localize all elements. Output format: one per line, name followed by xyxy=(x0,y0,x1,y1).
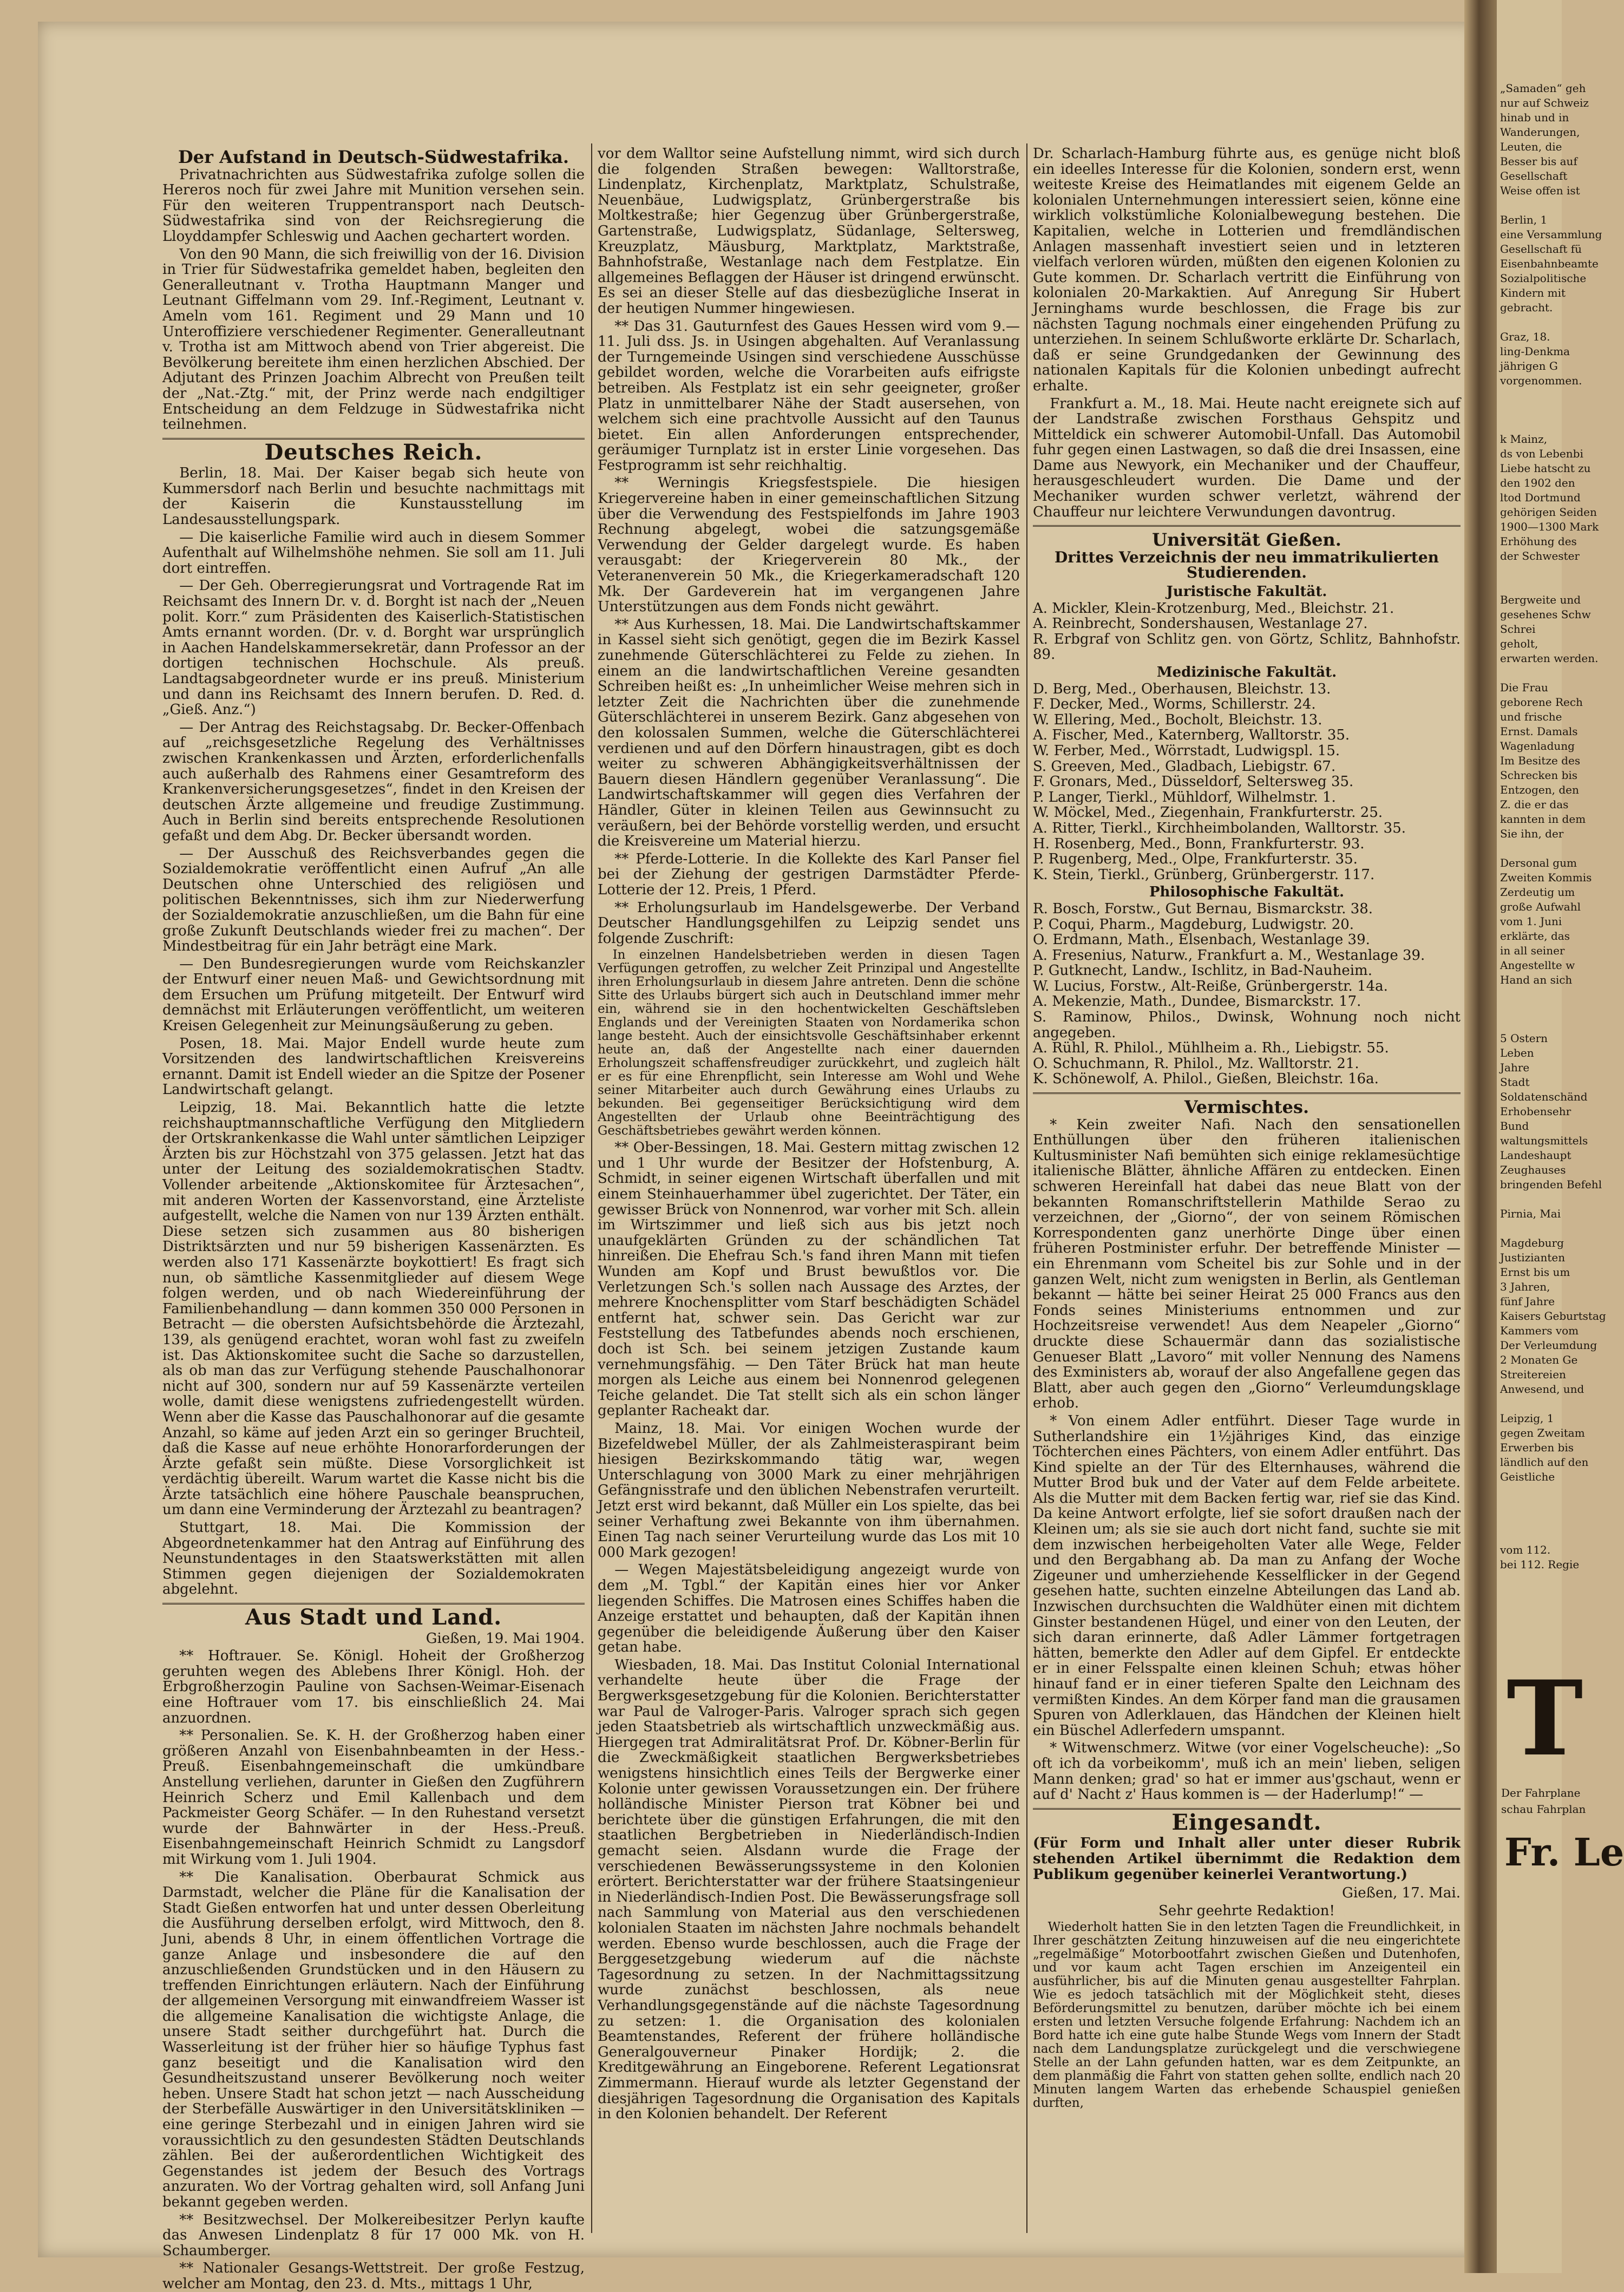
student-list-law xyxy=(1033,601,1461,663)
student-entry: A. Ritter, Tierkl., Kirchheimbolanden, Walltorstr. 35. xyxy=(1033,820,1406,836)
student-entry: K. Schönewolf, A. Philol., Gießen, Bleichstr. 16a. xyxy=(1033,1071,1379,1088)
paragraph: Stuttgart, 18. Mai. Die Kommission der Abgeordnetenkammer hat den Antrag auf Einführung des Neunstundentages in den Staatswerkstätten mit allen Stimmen gegen diejenigen der Sozialdemokraten abgelehnt. xyxy=(162,1520,585,1598)
adjacent-page-line: waltungsmittels xyxy=(1500,1134,1588,1147)
adjacent-page-line: Z. die er das xyxy=(1500,798,1569,811)
adjacent-page-line: Die Frau xyxy=(1500,681,1548,694)
student-list-medicine xyxy=(1033,682,1461,883)
paragraph: — Der Antrag des Reichstagsabg. Dr. Becker-Offenbach auf „reichsgesetzliche Regelung des Verhältnisses zwischen Krankenkassen und Ärzten, erforderlichenfalls auch außerhalb des Rahmens einer Gesamtreform des Krankenversicherungsgesetzes“, findet in den Kreisen der deutschen Ärzte allgemeine und freudige Zustimmung. Auch in Berlin sind bereits entsprechende Resolutionen gefaßt und dem Abg. Dr. Becker übersandt worden. xyxy=(162,719,585,844)
adjacent-page-line xyxy=(1500,1528,1560,1543)
adjacent-page-line: Geistliche xyxy=(1500,1470,1555,1483)
adjacent-page-line: Erwerben bis xyxy=(1500,1441,1574,1454)
paragraph: — Wegen Majestätsbeleidigung angezeigt wurde von dem „M. Tgbl.“ der Kapitän eines hier vor Anker liegenden Schiffes. Die Matrosen eines Schiffes haben die Anzeige erstattet und behaupten, daß der Kapitän ihnen gegenüber die beleidigende Äußerung über den Kaiser getan habe. xyxy=(598,1562,1020,1656)
adjacent-page-initial: T xyxy=(1507,1658,1583,1779)
adjacent-page-line: Sozialpolitische xyxy=(1500,272,1587,285)
paragraph: Leipzig, 18. Mai. Bekanntlich hatte die letzte reichshauptmannschaftliche Verfügung den Mitgliedern der Ortskrankenkasse die Wahl unter sämtlichen Leipziger Ärzten bis zur Höchstzahl von 375 gelassen. Jetzt hat das unter der Leitung des sozialdemokratischen Stadtv. Vollender arbeitende „Aktionskomitee für Ärztesachen“, mit anderen Worten der Kassenvorstand, eine Ärzteliste aufgestellt, welche die Namen von nur 139 Ärzten enthält. Diese setzen sich zusammen aus 80 bisherigen Distriktsärzten und nur 59 bisherigen Kassenärzten. Es werden also 171 Kassenärzte boykottiert! Es fragt sich nun, ob sämtliche Kassenmitglieder auf diesem Wege folgen werden, und ob nach Wiedereinführung der Familienbehandlung — dann kommen 350 000 Personen in Betracht — die obersten Aufsichtsbehörde die Ärztezahl, 139, als genügend erachtet, woran wohl fast zu zweifeln ist. Das Aktionskomitee sucht die Sache so darzustellen, als ob man das zur Verfügung stehende Pauschalhonorar nicht auf 300, sondern nur auf 59 Kassenärzte verteilen wolle, damit diese wenigstens zufriedengestellt würden. Wenn aber die Kasse das Pauschalhonorar auf die gesamte Anzahl, so käme auf jeden Arzt ein so geringer Bruchteil, daß die Kasse auf neue erhöhte Honorarforderungen der Ärzte gefaßt sein müßte. Diese Vorsorglichkeit ist verdächtig übereilt. Warum wartet die Kasse nicht bis die Ärzte tatsächlich eine höhere Pauschale beanspruchen, um dann eine Verminderung der Ärztezahl zu beantragen? xyxy=(162,1099,585,1518)
student-entry: P. Gutknecht, Landw., Ischlitz, in Bad-Nauheim. xyxy=(1033,962,1372,979)
subheading-verzeichnis: Drittes Verzeichnis der neu immatrikulierten Studierenden. xyxy=(1054,548,1439,582)
adjacent-page-line: 5 Ostern xyxy=(1500,1032,1548,1045)
divider xyxy=(1033,525,1461,527)
adjacent-page-line xyxy=(1500,417,1560,432)
editorial-notice: (Für Form und Inhalt aller unter dieser Rubrik stehenden Artikel übernimmt die Redaktion dem Publikum gegenüber keinerlei Verantwortung.) xyxy=(1033,1835,1461,1883)
student-entry: H. Rosenberg, Med., Bonn, Frankfurterstr. 93. xyxy=(1033,835,1365,852)
adjacent-page-line: Entzogen, den xyxy=(1500,783,1579,796)
adjacent-page-line: Angestellte w xyxy=(1500,959,1575,972)
adjacent-page-line xyxy=(1500,987,1560,1002)
student-entry: F. Decker, Med., Worms, Schillerstr. 24. xyxy=(1033,696,1316,713)
adjacent-page-line: Wanderungen, xyxy=(1500,126,1580,139)
section-heading-stadt-und-land: Aus Stadt und Land. xyxy=(245,1605,502,1630)
adjacent-page-line: fünf Jahre xyxy=(1500,1295,1555,1308)
paragraph: ** Werningis Kriegsfestspiele. Die hiesigen Kriegervereine haben in einer gemeinschaftlichen Sitzung über die Verwendung des Festspielfonds im Jahre 1903 Rechnung abgelegt, wobei die satzungsgemäße Verwendung der Gelder dargelegt wurde. Es haben verausgabt: der Kriegerverein 80 Mk., der Veteranenverein 50 Mk., die Kriegerkameradschaft 120 Mk. Der Gardeverein hat im vergangenen Jahre Unterstützungen aus dem Fonds nicht gewährt. xyxy=(598,475,1020,615)
student-entry: R. Bosch, Forstw., Gut Bernau, Bismarckstr. 38. xyxy=(1033,900,1373,917)
paragraph: — Der Ausschuß des Reichsverbandes gegen die Sozialdemokratie veröffentlicht einen Aufruf „An alle Deutschen ohne Unterschied des religiösen und politischen Bekenntnisses, sich ihm zur Niederwerfung der Sozialdemokratie anzuschließen, um die Bahn für eine große Zukunft Deutschlands wieder frei zu machen“. Der Mindestbeitrag für ein Jahr beträgt eine Mark. xyxy=(162,845,585,955)
section-heading-vermischtes: Vermischtes. xyxy=(1184,1097,1309,1118)
adjacent-page-line: nur auf Schweiz xyxy=(1500,96,1589,109)
adjacent-page-line: Stadt xyxy=(1500,1076,1530,1089)
adjacent-page-line: jährigen G xyxy=(1500,359,1558,372)
adjacent-page-line: Dersonal gum xyxy=(1500,856,1577,869)
paragraph: Dr. Scharlach-Hamburg führte aus, es genüge nicht bloß ein ideelles Interesse für die Kolonien, sondern erst, wenn weiteste Kreise des Heimatlandes mit eigenem Gelde an kolonialen Unternehmungen interessiert seien, könne eine wirklich volkstümliche Kolonialbewegung bestehen. Die Kapitalien, welche in Lotterien und fremdländischen Anlagen massenhaft investiert seien und in letzteren vielfach verloren würden, müßten den eigenen Kolonien zu Gute kommen. Dr. Scharlach vertritt die Einführung von kolonialen 20-Markaktien. Auf Anregung Sir Hubert Jerninghams wurde beschlossen, die Frage bis zur nächsten Tagung nochmals einer eingehenden Prüfung zu unterziehen. In seinem Schlußworte erklärte Dr. Scharlach, daß er seine Grundgedanken der Gewinnung des nationalen Kapitals für die Kolonien unbedingt aufrecht erhalte. xyxy=(1033,146,1461,394)
adjacent-page-line xyxy=(1500,564,1560,578)
adjacent-page-line xyxy=(1500,1514,1560,1528)
section-heading-eingesandt: Eingesandt. xyxy=(1171,1809,1322,1835)
faculty-heading-law: Juristische Fakultät. xyxy=(1166,584,1327,600)
adjacent-page-line: gegen Zweitam xyxy=(1500,1426,1585,1439)
adjacent-page-line: 2 Monaten Ge xyxy=(1500,1353,1578,1366)
adjacent-page-line: Liebe hatscht zu xyxy=(1500,462,1591,475)
paragraph: ** Personalien. Se. K. H. der Großherzog haben einer größeren Anzahl von Eisenbahnbeamten in der Hess.-Preuß. Eisenbahngemeinschaft die umkündbare Anstellung verliehen, darunter in Gießen den Zugführern Heinrich Scherz und Emil Kallenbach und dem Packmeister Georg Schäfer. — In den Ruhestand versetzt wurde der Bahnwärter in der Hess.-Preuß. Eisenbahngemeinschaft Heinrich Schmidt zu Langsdorf mit Wirkung vom 1. Juli 1904. xyxy=(162,1727,585,1868)
paragraph: — Den Bundesregierungen wurde vom Reichskanzler der Entwurf einer neuen Maß- und Gewichtsordnung mit dem Ersuchen um Prüfung mitgeteilt. Der Entwurf wird demnächst mit Erläuterungen veröffentlicht, um weiteren Kreisen Gelegenheit zur Meinungsäußerung zu geben. xyxy=(162,955,585,1034)
student-entry: A. Reinbrecht, Sondershausen, Westanlage 27. xyxy=(1033,615,1368,632)
student-entry: P. Coqui, Pharm., Magdeburg, Ludwigstr. 20. xyxy=(1033,916,1354,933)
adjacent-page-line: geholt, xyxy=(1500,637,1538,650)
adjacent-page-line: Zerdeutig um xyxy=(1500,886,1575,899)
dateline: Gießen, 17. Mai. xyxy=(1342,1885,1461,1902)
adjacent-page-line: Zeughauses xyxy=(1500,1163,1566,1176)
adjacent-page-line: k Mainz, xyxy=(1500,433,1548,446)
adjacent-page-line: Kindern mit xyxy=(1500,286,1566,299)
adjacent-page-line: Landeshaupt xyxy=(1500,1149,1571,1162)
student-entry: A. Mickler, Klein-Krotzenburg, Med., Bleichstr. 21. xyxy=(1033,600,1394,617)
adjacent-page-line: Besser bis auf xyxy=(1500,155,1577,168)
adjacent-page-line: Leuten, die xyxy=(1500,140,1562,153)
adjacent-page-line: kannten in dem xyxy=(1500,813,1586,826)
adjacent-page-line: der Schwester xyxy=(1500,549,1580,562)
adjacent-page-line xyxy=(1500,841,1560,856)
adjacent-page-line: hinab und in xyxy=(1500,111,1569,124)
student-entry: A. Rühl, R. Philol., Mühlheim a. Rh., Liebigstr. 55. xyxy=(1033,1040,1389,1057)
column-1 xyxy=(162,146,585,2292)
adjacent-page-line: Kammers vom xyxy=(1500,1324,1579,1337)
adjacent-page-line: Leben xyxy=(1500,1046,1534,1059)
adjacent-page-line: Gesellschaft fü xyxy=(1500,243,1582,256)
adjacent-page-line: ds von Lebenbi xyxy=(1500,447,1583,460)
adjacent-page-line: Pirnia, Mai xyxy=(1500,1207,1561,1220)
divider xyxy=(1033,1092,1461,1094)
paragraph: ** Pferde-Lotterie. In die Kollekte des Karl Panser fiel bei der Ziehung der gestrigen Darmstädter Pferde-Lotterie der 12. Preis, 1 Pferd. xyxy=(598,850,1020,898)
paragraph: In einzelnen Handelsbetrieben werden in diesen Tagen Verfügungen getroffen, zu welcher Zeit Prinzipal und Angestellte ihren Erholungsurlaub in diesem Jahre antreten. Denn die schöne Sitte des Urlaubs bürgert sich auch in Deutschland immer mehr ein, während sie in den hochentwickelten Geschäftsleben Englands und der Vereinigten Staaten von Nordamerika schon lange besteht. Auch der einsichtsvolle Geschäftsinhaber erkennt heute an, daß der Angestellte nach einer dauernden Erholungszeit schaffensfreudiger zurückkehrt, und zugleich hält er es für eine Ehrenpflicht, sein Interesse am Wohl und Wehe seiner Mitarbeiter auch durch Gewährung eines Urlaubs zu bekunden. Bei gegenseitiger Berücksichtigung wird dem Angestellten der Urlaub ohne Beeinträchtigung des Geschäftsbetriebes gewährt werden können. xyxy=(598,948,1020,1138)
adjacent-page-line: Zweiten Kommis xyxy=(1500,871,1592,884)
adjacent-page-line: gehörigen Seiden xyxy=(1500,506,1597,519)
paragraph: * Von einem Adler entführt. Dieser Tage wurde in Sutherlandshire ein 1½jähriges Kind, das einzige Töchterchen eines Pächters, von einem Adler entführt. Das Kind spielte an der Tür des Elternhauses, während die Mutter Brod buk und der Vater auf dem Felde arbeitete. Als die Mutter mit dem Backen fertig war, rief sie das Kind. Da keine Antwort erfolgte, lief sie sofort draußen nach der Kleinen um; als sie sie auch dort nicht fand, suchte sie mit dem inzwischen herbeigeholten Vater alle Wege, Felder und den Bergabhang ab. Da man zu Anfang der Woche Zigeuner und umherziehende Kesselflicker in der Gegend gesehen hatte, suchten einzelne Abteilungen das Land ab. Inzwischen durchsuchten die Waldhüter einen mit dichtem Ginster bestandenen Hügel, und einer von den Leuten, der sich daran erinnerte, daß Adler Lämmer fortgetragen hätten, bemerkte den Adler auf dem Gipfel. Er entdeckte er in einer Felsspalte einen kleinen Schuh; etwas höher hinauf fand er in einer tieferen Spalte den Leichnam des vermißten Kindes. An dem Körper fand man die grausamen Spuren von Adlerklauen, das Händchen der Kleinen hielt ein Büschel Adlerfedern umspannt. xyxy=(1033,1412,1461,1739)
paragraph: Mainz, 18. Mai. Vor einigen Wochen wurde der Bizefeldwebel Müller, der als Zahlmeisteraspirant beim hiesigen Bezirkskommando tätig war, wegen Unterschlagung von 3000 Mark zu einer mehrjährigen Gefängnisstrafe und den üblichen Nebenstrafen verurteilt. Jetzt erst wird bekannt, daß Müller ein Los spielte, das bei seiner Verhaftung zwei Bekannte von ihm übernahmen. Einen Tag nach seiner Verurteilung wurde das Los mit 10 000 Mark gezogen! xyxy=(598,1420,1020,1561)
adjacent-page-line: Magdeburg xyxy=(1500,1236,1564,1249)
adjacent-page-line: Berlin, 1 xyxy=(1500,213,1548,226)
student-entry: K. Stein, Tierkl., Grünberg, Grünbergerstr. 117. xyxy=(1033,866,1375,883)
column-divider xyxy=(1026,143,1027,2233)
adjacent-page-line: 1900—1300 Mark xyxy=(1500,520,1599,533)
adjacent-page-line: Soldatenschänd xyxy=(1500,1090,1588,1103)
headline-aufstand: Der Aufstand in Deutsch-Südwestafrika. xyxy=(178,147,569,167)
paragraph: vor dem Walltor seine Aufstellung nimmt, wird sich durch die folgenden Straßen bewegen: Walltorstraße, Lindenplatz, Kirchenplatz, Marktplatz, Schulstraße, Neuenbäue, Ludwigsplatz, Grünbergerstraße bis Moltkestraße; hier Gegenzug über Grünbergerstraße, Gartenstraße, Ludwigsplatz, Südanlage, Seltersweg, Kreuzplatz, Mäusburg, Marktplatz, Marktstraße, Bahnhofstraße, Westanlage nach dem Festplatze. Ein allgemeines Beflaggen der Häuser ist dringend erwünscht. Es sei an dieser Stelle auf das diesbezügliche Inserat in der heutigen Nummer hingewiesen. xyxy=(598,146,1020,317)
student-entry: P. Rugenberg, Med., Olpe, Frankfurterstr. 35. xyxy=(1033,851,1358,868)
student-entry: W. Lucius, Forstw., Alt-Reiße, Grünbergerstr. 14a. xyxy=(1033,978,1388,994)
adjacent-page-line: gesehenes Schw xyxy=(1500,608,1591,621)
adjacent-page-line xyxy=(1500,388,1560,403)
student-entry: A. Mekenzie, Math., Dundee, Bismarckstr. 17. xyxy=(1033,993,1361,1010)
paragraph: Von den 90 Mann, die sich freiwillig von der 16. Division in Trier für Südwestafrika gemeldet haben, begleiten den Generalleutnant v. Trotha Hauptmann Manger und Leutnant Giffelmann vom 29. Inf.-Regiment, Leutnant v. Ameln vom 161. Regiment und 29 Mann und 10 Unteroffiziere verschiedener Regimenter. Generalleutnant v. Trotha ist am Mittwoch abend von Trier abgereist. Die Bevölkerung bereitete ihm einen herzlichen Abschied. Der Adjutant des Prinzen Joachim Albrecht von Preußen teilt der „Nat.-Ztg.“ mit, der Prinz werde nach endgiltiger Entscheidung an dem Feldzuge in Südwestafrika nicht teilnehmen. xyxy=(162,246,585,433)
student-entry: A. Fresenius, Naturw., Frankfurt a. M., Westanlage 39. xyxy=(1033,947,1425,964)
adjacent-page-line: Eisenbahnbeamte xyxy=(1500,257,1599,270)
adjacent-page-line: bringenden Befehl xyxy=(1500,1178,1602,1191)
student-list-philosophy xyxy=(1033,901,1461,1087)
adjacent-page-line: Weise offen ist xyxy=(1500,184,1580,197)
adjacent-page-line: Erhobensehr xyxy=(1500,1105,1571,1118)
student-entry: S. Greeven, Med., Gladbach, Liebigstr. 67. xyxy=(1033,758,1336,775)
adjacent-page-line xyxy=(1500,1002,1560,1017)
student-entry: A. Fischer, Med., Katernberg, Walltorstr. 35. xyxy=(1033,727,1350,744)
column-divider xyxy=(591,143,592,2233)
adjacent-page-strip xyxy=(1497,0,1624,2273)
column-2 xyxy=(598,146,1020,2225)
adjacent-page-line xyxy=(1500,1221,1560,1236)
adjacent-page-line: Wagenladung xyxy=(1500,739,1575,752)
paragraph: ** Besitzwechsel. Der Molkereibesitzer Perlyn kaufte das Anwesen Lindenplatz 8 für 17 000 Mk. von H. Schaumberger. xyxy=(162,2211,585,2259)
adjacent-page-line: ling-Denkma xyxy=(1500,345,1570,358)
paragraph: ** Erholungsurlaub im Handelsgewerbe. Der Verband Deutscher Handlungsgehilfen zu Leipzig sendet uns folgende Zuschrift: xyxy=(598,899,1020,947)
paragraph: Berlin, 18. Mai. Der Kaiser begab sich heute von Kummersdorf nach Berlin und besuchte nachmittags mit der Kaiserin die Kunstausstellung im Landesausstellungspark. xyxy=(162,465,585,528)
student-entry: S. Raminow, Philos., Dwinsk, Wohnung noch nicht angegeben. xyxy=(1033,1009,1461,1041)
adjacent-page-line xyxy=(1500,1397,1560,1411)
adjacent-page-line: Gesellschaft xyxy=(1500,169,1568,182)
adjacent-page-line: den 1902 den xyxy=(1500,476,1575,489)
paragraph: Wiederholt hatten Sie in den letzten Tagen die Freundlichkeit, in Ihrer geschätzten Zeitung hinzuweisen auf die neu eingerichtete „regelmäßige“ Motorbootfahrt zwischen Gießen und Dutenhofen, und vor kaum acht Tagen erschien im Anzeigenteil ein ausführlicher, bis auf die Minuten genau ausgestellter Fahrplan. Wie es jedoch tatsächlich mit der Möglichkeit steht, dieses Beförderungsmittel zu benutzen, darüber möchte ich bei einem ersten und letzten Versuche folgende Erfahrung: Nachdem ich an Bord hatte ich eine gute halbe Stunde Wegs vom Innern der Stadt nach dem Landungsplatze zurückgelegt und die verschwiegene Stelle an der Lahn gefunden hatten, war es dem Zeitpunkte, an dem planmäßig die Fahrt von statten gehen sollte, endlich nach 20 Minuten langem Warten das erhebende Schauspiel genießen durften, xyxy=(1033,1920,1461,2111)
paragraph: — Der Geh. Oberregierungsrat und Vortragende Rat im Reichsamt des Innern Dr. v. d. Borght ist nach der „Neuen polit. Korr.“ zum Präsidenten des Kaiserlich-Statistischen Amts ernannt worden. (Dr. v. d. Borght war ursprünglich in Aachen Handelskammersekretär, dann Professor an der dortigen technischen Hochschule. Als preuß. Landtagsabgeordneter wurde er ins preuß. Ministerium und dann ins Reichsamt des Innern berufen. D. Red. d. „Gieß. Anz.“) xyxy=(162,578,585,718)
section-heading-deutsches-reich: Deutsches Reich. xyxy=(264,439,483,465)
paragraph: Wiesbaden, 18. Mai. Das Institut Colonial International verhandelte heute über die Frage der Bergwerksgesetzgebung für die Kolonien. Berichterstatter war Paul de Valroger-Paris. Valroger sprach sich gegen jeden Staatsbetrieb als wirtschaftlich unzweckmäßig aus. Hiergegen trat Admiralitätsrat Prof. Dr. Köbner-Berlin für die Zweckmäßigkeit staatlichen Bergwerksbetriebes wenigstens hinsichtlich eines Teils der Bergwerke einer Kolonie unter gewissen Voraussetzungen ein. Der frühere holländische Minister Pierson trat Köbner bei und berichtete über die günstigen Erfahrungen, die mit den staatlichen Bergbetrieben in Niederländisch-Indien gemacht seien. Alsdann wurde die Frage der verschiedenen Bewässerungssysteme in den Kolonien erörtert. Berichterstatter war der frühere Staatsingenieur in Niederländisch-Indien Post. Die Bewässerungsfrage soll nach Sammlung von Material aus den verschiedenen kolonialen Staaten im nächsten Jahre nochmals behandelt werden. Ebenso wurde beschlossen, auch die Frage der Berggesetzgebung wiederum auf die nächste Tagesordnung zu setzen. In der Nachmittagssitzung wurde zunächst beschlossen, als neue Verhandlungsgegenstände auf die nächste Tagesordnung zu setzen: 1. die Organisation des kolonialen Beamtenstandes, Referent der frühere holländische Generalgouverneur Pinaker Hordijk; 2. die Kreditgewährung an Eingeborene. Referent Legationsrat Zimmermann. Hierauf wurde als letzter Gegenstand der diesjährigen Tagesordnung die Organisation des Kapitals in den Kolonien behandelt. Der Referent xyxy=(598,1656,1020,2123)
adjacent-page-line xyxy=(1500,1192,1560,1207)
adjacent-page-line: bei 112. Regie xyxy=(1500,1558,1580,1571)
paragraph: * Witwenschmerz. Witwe (vor einer Vogelscheuche): „So oft ich da vorbeikomm', muß ich an mein' lieben, seligen Mann denken; grad' so hat er immer aus'gschaut, wenn er auf d' Nacht z' Haus kommen is — der Haderlump!“ — xyxy=(1033,1740,1461,1803)
student-entry: W. Möckel, Med., Ziegenhain, Frankfurterstr. 25. xyxy=(1033,804,1383,821)
adjacent-page-line: eine Versammlung xyxy=(1500,228,1602,241)
adjacent-page-line: geborene Rech xyxy=(1500,696,1583,709)
adjacent-page-line: Anwesend, und xyxy=(1500,1383,1584,1396)
paragraph: * Kein zweiter Nafi. Nach den sensationellen Enthüllungen über den früheren italienischen Kultusminister Nafi bemühten sich einige reklamesüchtige italienische Blätter, ähnliche Affären zu entdecken. Einen schweren Hereinfall hat dabei das neue Blatt von der bekannten Romanschriftstellerin Mathilde Serao zu verzeichnen, der „Giorno“, der von seinem Römischen Korrespondenten ganz unerhörte Dinge über einen früheren Postminister erfuhr. Der betreffende Minister — ein Ehrenmann vom Scheitel bis zur Sohle und in der ganzen Welt, nicht zum wenigsten in Berlin, als Gentleman bekannt — hätte bei seiner Heirat 25 000 Francs aus den Fonds seines Ministeriums entnommen und zur Hochzeitsreise verwendet! Aus dem Neapeler „Giorno“ druckte diese Schauermär dann das sozialistische Genueser Blatt „Lavoro“ mit voller Nennung des Namens des Exministers ab, worauf der also Angefallene gegen das Blatt, aber auch gegen den „Giorno“ Verleumdungsklage erhob. xyxy=(1033,1116,1461,1412)
adjacent-page-line xyxy=(1500,403,1560,417)
adjacent-page-line: Bund xyxy=(1500,1119,1529,1132)
adjacent-page-line: vorgenommen. xyxy=(1500,374,1582,387)
student-entry: W. Ferber, Med., Wörrstadt, Ludwigspl. 15. xyxy=(1033,742,1340,759)
paragraph: ** Ober-Bessingen, 18. Mai. Gestern mittag zwischen 12 und 1 Uhr wurde der Besitzer der Hofstenburg, A. Schmidt, in seiner eigenen Wirtschaft überfallen und mit einem Steinhauerhammer übel zugerichtet. Der Täter, ein gewisser Brück von Nonnenrod, war vorher mit Sch. allein im Wirtszimmer und ließ sich aus bis jetzt noch unaufgeklärten Gründen zu der schändlichen Tat hinreißen. Die Ehefrau Sch.'s fand ihren Mann mit tiefen Wunden am Kopf und Brust bewußtlos vor. Die Verletzungen Sch.'s sollen nach Aussage des Arztes, der mehrere Knochensplitter vom Starf beschädigten Schädel entfernt hat, schwer sein. Das Gericht war zur Feststellung des Tatbefundes abends noch erschienen, doch ist Sch. bei seinem jetzigen Zustande kaum vernehmungsfähig. — Den Täter Brück hat man heute morgen als Leiche aus einem bei Nonnenrod gelegenen Teiche gelandet. Die Tat stellt sich als ein schon länger geplanter Racheakt dar. xyxy=(598,1140,1020,1419)
adjacent-page-line: erklärte, das xyxy=(1500,929,1570,942)
faculty-heading-medicine: Medizinische Fakultät. xyxy=(1156,664,1337,680)
adjacent-page-line: und frische xyxy=(1500,710,1562,723)
dateline: Gießen, 19. Mai 1904. xyxy=(425,1630,585,1647)
adjacent-page-line: Kaisers Geburtstag xyxy=(1500,1309,1606,1322)
paragraph: — Die kaiserliche Familie wird auch in diesem Sommer Aufenthalt auf Wilhelmshöhe nehmen. Sie soll am 11. Juli dort eintreffen. xyxy=(162,529,585,577)
paragraph: Privatnachrichten aus Südwestafrika zufolge sollen die Hereros noch für zwei Jahre mit Munition versehen sein. Für den weiteren Truppentransport nach Deutsch-Südwestafrika sind von der Reichsregierung die Lloyddampfer Schleswig und Aachen gechartert worden. xyxy=(162,166,585,245)
adjacent-page-line: Schrei xyxy=(1500,623,1536,636)
student-entry: P. Langer, Tierkl., Mühldorf, Wilhelmstr. 1. xyxy=(1033,789,1336,806)
student-entry: R. Erbgraf von Schlitz gen. von Görtz, Schlitz, Bahnhofstr. 89. xyxy=(1033,631,1461,663)
student-entry: O. Erdmann, Math., Elsenbach, Westanlage 39. xyxy=(1033,932,1370,948)
adjacent-page-line: ländlich auf den xyxy=(1500,1456,1589,1469)
adjacent-page-line: Erhöhung des xyxy=(1500,535,1577,548)
adjacent-page-line: Jahre xyxy=(1500,1061,1530,1074)
student-entry: D. Berg, Med., Oberhausen, Bleichstr. 13. xyxy=(1033,680,1331,697)
salutation: Sehr geehrte Redaktion! xyxy=(1158,1902,1335,1919)
adjacent-page-line: Der Verleumdung xyxy=(1500,1339,1597,1352)
paragraph: ** Die Kanalisation. Oberbaurat Schmick aus Darmstadt, welcher die Pläne für die Kanalisation der Stadt Gießen entworfen hat und unter dessen Oberleitung die Ausführung derselben erfolgt, wird Mittwoch, den 8. Juni, abends 8 Uhr, in einem öffentlichen Vortrage die ganze Anlage und insbesondere die auf den anzuschließenden Grundstücken und in den Häusern zu treffenden Einrichtungen erläutern. Nach der Einführung der allgemeinen Versorgung mit einwandfreiem Wasser ist die allgemeine Kanalisation die wichtigste Anlage, die unsere Stadt seither durchgeführt hat. Durch die Wasserleitung ist der früher hier so häufige Typhus fast ganz beseitigt und die Kanalisation wird den Gesundheitszustand unserer Bevölkerung noch weiter heben. Unsere Stadt hat schon jetzt — nach Ausscheidung der Sterbefälle Auswärtiger in den Universitätskliniken — eine geringe Sterbezahl und in einigen Jahren wird sie voraussichtlich zu den gesundesten Städten Deutschlands zählen. Bei der außerordentlichen Wichtigkeit des Gegenstandes ist jedem der Besuch des Vortrags anzuraten. Wo der Vortrag gehalten wird, soll Anfang Juni bekannt gegeben werden. xyxy=(162,1869,585,2210)
adjacent-page-line: schau Fahrplan xyxy=(1501,1803,1586,1816)
adjacent-page-line: „Samaden“ geh xyxy=(1500,82,1586,95)
adjacent-page-line xyxy=(1500,578,1560,593)
adjacent-page-line: Bergweite und xyxy=(1500,593,1581,606)
paragraph: ** Das 31. Gauturnfest des Gaues Hessen wird vom 9.—11. Juli dss. Js. in Usingen abgehalten. Auf Veranlassung der Turngemeinde Usingen sind verschiedene Ausschüsse gebildet worden, welche die Vorarbeiten aufs eifrigste betreiben. Als Festplatz ist ein sehr geeigneter, großer Platz in unmittelbarer Nähe der Stadt ausersehen, von welchem sich eine prachtvolle Aussicht auf den Taunus bietet. Ein allen Anforderungen entsprechender, geräumiger Turnplatz ist in erster Linie vorgesehen. Das Festprogramm ist sehr reichhaltig. xyxy=(598,318,1020,474)
adjacent-page-line: gebracht. xyxy=(1500,301,1553,314)
paragraph: ** Hoftrauer. Se. Königl. Hoheit der Großherzog geruhten wegen des Ablebens Ihrer Königl. Hoh. der Erbgroßherzogin Pauline von Sachsen-Weimar-Eisenach eine Hoftrauer vom 17. bis einschließlich 24. Mai anzuordnen. xyxy=(162,1648,585,1726)
adjacent-page-line: Streitereien xyxy=(1500,1368,1566,1381)
adjacent-page-line: 3 Jahren, xyxy=(1500,1280,1550,1293)
paragraph: Frankfurt a. M., 18. Mai. Heute nacht ereignete sich auf der Landstraße zwischen Forsthaus Gehspitz und Mitteldick ein schwerer Automobil-Unfall. Das Automobil fuhr gegen einen Lastwagen, so daß die drei Insassen, eine Dame aus Newyork, ein Mechaniker und der Chauffeur, herausgeschleudert wurden. Die Dame und der Mechaniker wurden schwer verletzt, während der Chauffeur nur leichtere Verwundungen davontrug. xyxy=(1033,395,1461,520)
adjacent-page-line xyxy=(1500,1484,1560,1499)
adjacent-page-line: Leipzig, 1 xyxy=(1500,1412,1554,1425)
binding-gutter xyxy=(1464,0,1497,2273)
adjacent-page-line: erwarten werden. xyxy=(1500,652,1599,665)
adjacent-page-text xyxy=(1500,81,1606,1572)
column-3 xyxy=(1033,146,1461,2225)
student-entry: F. Gronars, Med., Düsseldorf, Seltersweg 35. xyxy=(1033,774,1354,790)
adjacent-page-line xyxy=(1500,315,1560,330)
adjacent-page-line: vom 112. xyxy=(1500,1543,1551,1556)
adjacent-page-line xyxy=(1500,198,1560,213)
adjacent-page-line: Der Fahrplane xyxy=(1501,1786,1581,1799)
adjacent-page-line xyxy=(1500,666,1560,680)
adjacent-page-line xyxy=(1500,1499,1560,1514)
adjacent-page-line: Schrecken bis xyxy=(1500,769,1578,782)
adjacent-page-line: Ernst. Damals xyxy=(1500,725,1578,738)
adjacent-page-line: ltod Dortmund xyxy=(1500,491,1581,504)
adjacent-page-line: Ernst bis um xyxy=(1500,1266,1570,1279)
adjacent-page-line: in all seiner xyxy=(1500,944,1565,957)
adjacent-page-line: Sie ihn, der xyxy=(1500,827,1564,840)
paragraph: ** Nationaler Gesangs-Wettstreit. Der große Festzug, welcher am Montag, den 23. d. Mts., mittags 1 Uhr, xyxy=(162,2260,585,2292)
newspaper-page xyxy=(38,22,1478,2292)
paragraph: Posen, 18. Mai. Major Endell wurde heute zum Vorsitzenden des landwirtschaftlichen Kreisvereins ernannt. Damit ist Endell wieder an die Spitze der Posener Landwirtschaft gelangt. xyxy=(162,1035,585,1098)
adjacent-page-line: Im Besitze des xyxy=(1500,754,1581,767)
paragraph: ** Aus Kurhessen, 18. Mai. Die Landwirtschaftskammer in Kassel sieht sich genötigt, gegen die im Bezirk Kassel zunehmende Güterschlächterei zu Felde zu ziehen. In einem an die landwirtschaftlichen Vereine gesandten Schreiben heißt es: „In unheimlicher Weise mehren sich in letzter Zeit die Nachrichten über die zunehmende Güterschlächterei in unserem Bezirk. Ganz abgesehen von den kolossalen Summen, welche die Güterschlächterei verdienen und auf den Dörfern hinaustragen, gibt es doch weiter zu schweren Abhängigkeitsverhältnissen der Bauern diesen Händlern gegenüber Veranlassung“. Die Landwirtschaftskammer will gegen dies Verfahren der Händler, Güter in kleinen Teilen aus Gewinnsucht zu veräußern, bei der Behörde vorstellig werden, und ersucht die Kreisvereine um Material hierzu. xyxy=(598,616,1020,850)
adjacent-page-line: Hand an sich xyxy=(1500,973,1573,986)
adjacent-page-line: vom 1. Juni xyxy=(1500,915,1562,928)
adjacent-page-line xyxy=(1500,1017,1560,1031)
adjacent-page-line: Justizianten xyxy=(1500,1251,1566,1264)
faculty-heading-philosophy: Philosophische Fakultät. xyxy=(1149,884,1345,901)
section-heading-universitaet: Universität Gießen. xyxy=(1152,529,1341,551)
student-entry: O. Schuchmann, R. Philol., Mz. Walltorstr. 21. xyxy=(1033,1055,1359,1072)
student-entry: W. Ellering, Med., Bocholt, Bleichstr. 13. xyxy=(1033,711,1322,728)
adjacent-page-advert: Fr. Le xyxy=(1504,1830,1624,1875)
adjacent-page-line: Graz, 18. xyxy=(1500,330,1550,343)
adjacent-page-line: große Aufwahl xyxy=(1500,900,1581,913)
